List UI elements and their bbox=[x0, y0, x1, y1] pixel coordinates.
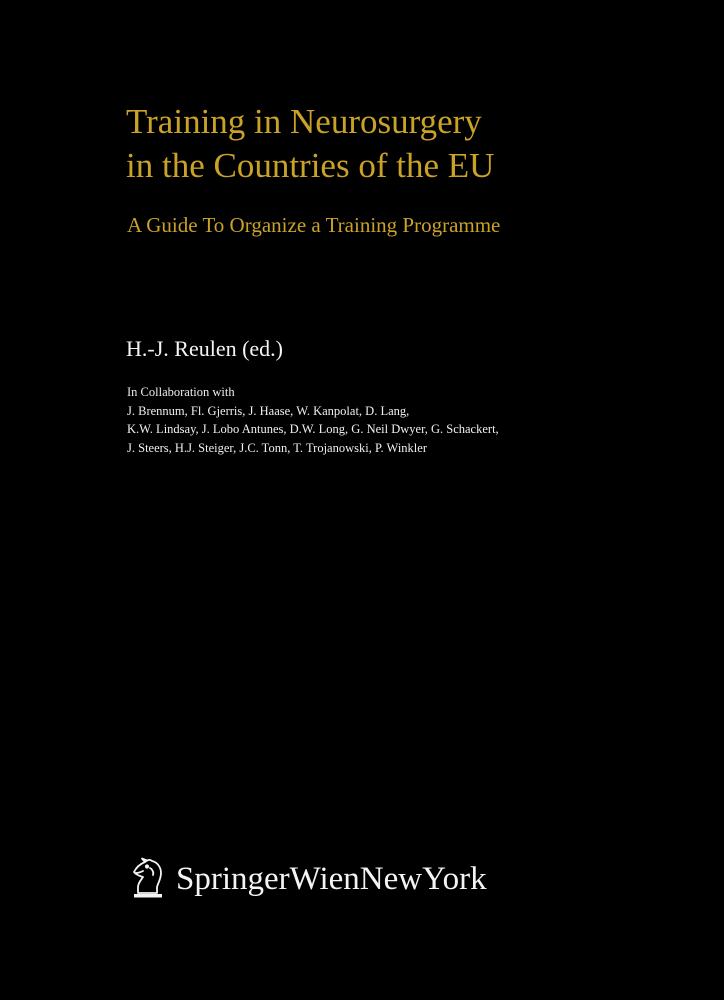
collaborators-line-3: J. Steers, H.J. Steiger, J.C. Tonn, T. Trojanowski, P. Winkler bbox=[127, 440, 427, 455]
book-title-line-2: in the Countries of the EU bbox=[126, 146, 495, 185]
collaborators-line-2: K.W. Lindsay, J. Lobo Antunes, D.W. Long, G. Neil Dwyer, G. Schackert, bbox=[127, 422, 499, 436]
collaborators bbox=[127, 383, 499, 457]
springer-knight-icon bbox=[130, 857, 166, 901]
book-subtitle: A Guide To Organize a Training Programme bbox=[127, 213, 501, 237]
book-title-line-1: Training in Neurosurgery bbox=[126, 102, 482, 141]
collaborators-line-1: J. Brennum, Fl. Gjerris, J. Haase, W. Kanpolat, D. Lang, bbox=[127, 403, 410, 418]
collaboration-heading: In Collaboration with bbox=[127, 385, 235, 399]
book-title bbox=[126, 100, 494, 188]
book-editor: H.-J. Reulen (ed.) bbox=[126, 336, 284, 361]
publisher-name: SpringerWienNewYork bbox=[176, 861, 487, 897]
publisher-imprint bbox=[130, 855, 487, 903]
